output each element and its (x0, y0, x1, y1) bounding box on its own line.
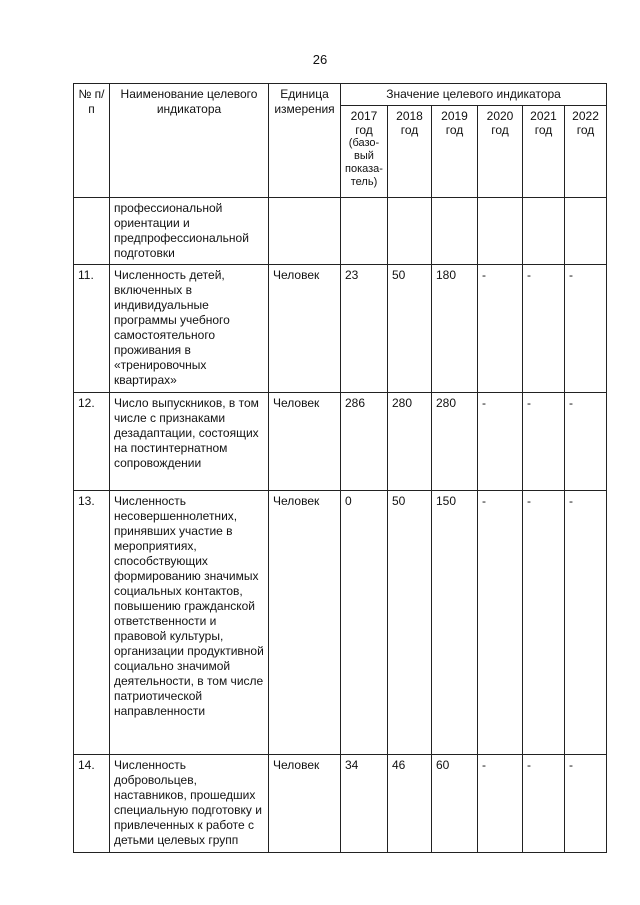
row-value: - (478, 265, 523, 393)
table-row (74, 755, 607, 853)
table-row (74, 198, 607, 265)
header-year-2017: 2017 год (базо-вый показа-тель) (341, 106, 388, 198)
row-value: 23 (341, 265, 388, 393)
header-year-2022: 2022 год (565, 106, 607, 198)
row-num: 11. (74, 265, 110, 393)
row-name: Число выпускников, в том числе с признаками дезадаптации, состоящих на постинтернатном сопровождении (110, 393, 269, 491)
row-unit: Человек (269, 265, 341, 393)
row-name: Численность добровольцев, наставников, прошедших специальную подготовку и привлеченных к работе с детьми целевых групп (110, 755, 269, 853)
row-value (341, 198, 388, 265)
row-value (388, 198, 432, 265)
row-value: - (565, 755, 607, 853)
table-row (74, 393, 607, 491)
row-value: 34 (341, 755, 388, 853)
row-value: - (565, 491, 607, 755)
row-unit: Человек (269, 491, 341, 755)
row-name: профессиональной ориентации и предпрофессиональной подготовки (110, 198, 269, 265)
row-value: - (478, 491, 523, 755)
header-year-2021: 2021 год (523, 106, 565, 198)
row-value: - (523, 755, 565, 853)
row-num: 13. (74, 491, 110, 755)
row-value: 280 (388, 393, 432, 491)
row-unit: Человек (269, 393, 341, 491)
row-value: 150 (432, 491, 478, 755)
row-value: - (478, 393, 523, 491)
row-value: - (565, 393, 607, 491)
row-value: 0 (341, 491, 388, 755)
baseline-note: (базо-вый показа-тель) (345, 137, 383, 188)
row-value: 50 (388, 265, 432, 393)
header-value-group: Значение целевого индикатора (341, 84, 607, 106)
table-header (74, 84, 607, 198)
row-num: 14. (74, 755, 110, 853)
table-row (74, 491, 607, 755)
row-num: 12. (74, 393, 110, 491)
row-value (565, 198, 607, 265)
page-number: 26 (312, 52, 328, 67)
row-value: - (565, 265, 607, 393)
row-value (432, 198, 478, 265)
header-name: Наименование целевого индикатора (110, 84, 269, 198)
header-year-2020: 2020 год (478, 106, 523, 198)
indicator-table (73, 83, 607, 853)
row-name: Численность несовершеннолетних, принявших участие в мероприятиях, способствующих формированию значимых социальных контактов, повышению гражданской ответственности и правовой культуры, организации продуктивной социально значимой деятельности, в том числе патриотической направленности (110, 491, 269, 755)
header-unit: Единица измерения (269, 84, 341, 198)
row-value: - (523, 491, 565, 755)
row-value (523, 198, 565, 265)
row-unit (269, 198, 341, 265)
row-num (74, 198, 110, 265)
row-name: Численность детей, включенных в индивидуальные программы учебного самостоятельного проживания в «тренировочных квартирах» (110, 265, 269, 393)
row-value: 46 (388, 755, 432, 853)
row-value: - (478, 755, 523, 853)
row-value (478, 198, 523, 265)
row-value: 280 (432, 393, 478, 491)
row-value: 50 (388, 491, 432, 755)
header-num: № п/п (74, 84, 110, 198)
row-value: - (523, 393, 565, 491)
row-value: 286 (341, 393, 388, 491)
header-year-2019: 2019 год (432, 106, 478, 198)
row-value: - (523, 265, 565, 393)
row-value: 180 (432, 265, 478, 393)
row-unit: Человек (269, 755, 341, 853)
table-row (74, 265, 607, 393)
header-year-2018: 2018 год (388, 106, 432, 198)
row-value: 60 (432, 755, 478, 853)
